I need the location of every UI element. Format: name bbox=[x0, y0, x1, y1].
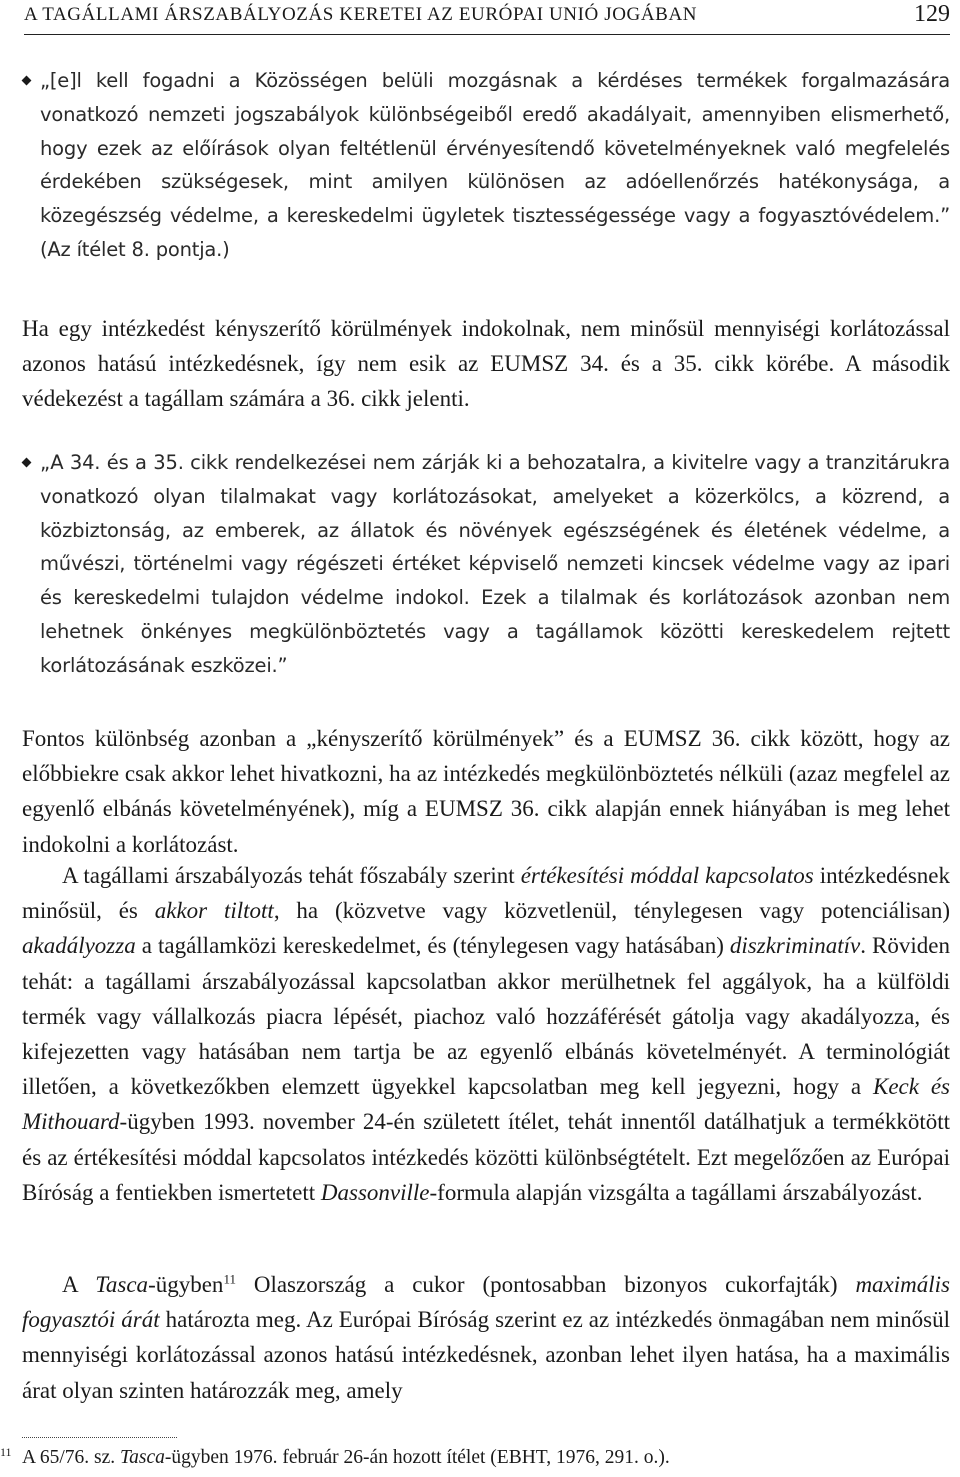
italic-run: diszkriminatív bbox=[729, 933, 861, 959]
footnote: 11 A 65/76. sz. Tasca-ügyben 1976. február 26-án hozott ítélet (EBHT, 1976, 291. o.). bbox=[0, 1444, 670, 1468]
running-header bbox=[24, 0, 950, 35]
text-run: A tagállami árszabályozás tehát főszabály szerint bbox=[62, 863, 521, 888]
paragraph-tagallami bbox=[22, 858, 950, 1210]
text-run: -ügyben 1993. november 24-én született ítélet, tehát innentől datálhatjuk a termékkötött és az értékesítési móddal kapcsolatos intézkedés közötti különbségtételt. Ezt megelőzően az Európai Bíróság a fentiekben ismertetett bbox=[22, 1109, 950, 1205]
footnote-divider bbox=[22, 1437, 177, 1438]
italic-run: Dassonville bbox=[320, 1179, 430, 1205]
text-run: intézkedésnek minősül, és bbox=[22, 863, 950, 924]
italic-run: Keck és Mithouard bbox=[22, 1074, 950, 1135]
text-run: Olaszország a cukor (pontosabban bizonyos cukorfajták) bbox=[235, 1272, 856, 1297]
text-run: A 65/76. sz. bbox=[22, 1447, 121, 1468]
italic-run: maximális fogyasztói árát bbox=[22, 1272, 950, 1333]
italic-run: Tasca bbox=[120, 1447, 165, 1468]
paragraph-fontos: Fontos különbség azonban a „kényszerítő körülmények” és a EUMSZ 36. cikk között, hogy az előbbiekre csak akkor lehet hivatkozni, ha az intézkedés megkülönböztetés nélküli (azaz megfelel az egyenlő elbánás követelményének), míg a EUMSZ 36. cikk alapján ennek hiányában is meg lehet indokolni a korlátozást. bbox=[22, 726, 950, 857]
quote-block-2 bbox=[40, 446, 950, 683]
diamond-bullet-icon bbox=[22, 458, 32, 468]
quote-text-1: „[e]l kell fogadni a Közösségen belüli mozgásnak a kérdéses termékek forgalmazására vonatkozó nemzeti jogszabályok különbségeiből eredő akadályait, amennyiben elismerhető, hogy ezek az előírások olyan feltétlenül érvényesítendő követelményeknek való megfelelés érdekében szükségesek, mint amilyen különösen az adóellenőrzés hatékonysága, a közegészség védelme, a kereskedelmi ügyletek tisztességessége vagy a fogyasztóvédelem.” (Az ítélet 8. pontja.) bbox=[40, 69, 950, 261]
quote-text-2: „A 34. és a 35. cikk rendelkezései nem zárják ki a behozatalra, a kivitelre vagy a tranzitárukra vonatkozó olyan tilalmakat vagy korlátozásokat, amelyeket a közerkölcs, a közrend, a közbiztonság, az emberek, az állatok és növények egészségének és életének védelme, a művészi, történelmi vagy régészeti értéket képviselő nemzeti kincsek védelme vagy az ipari és kereskedelmi tulajdon védelme indokol. Ezek a tilalmak és korlátozások azonban nem lehetnek önkényes megkülönböztetés vagy a tagállamok közötti kereskedelem rejtett korlátozásának eszközei.” bbox=[40, 451, 950, 677]
quote-block-1 bbox=[40, 64, 950, 267]
paragraph-middle: Ha egy intézkedést kényszerítő körülmények indokolnak, nem minősül mennyiségi korlátozással azonos hatású intézkedésnek, így nem esik az EUMSZ 34. és a 35. cikk körébe. A második védekezést a tagállam számára a 36. cikk jelenti. bbox=[22, 316, 950, 412]
italic-run: Tasca bbox=[95, 1272, 149, 1297]
footnote-reference[interactable]: 11 bbox=[223, 1271, 236, 1287]
diamond-bullet-icon bbox=[22, 76, 32, 86]
text-run: . Röviden tehát: a tagállami árszabályozással kapcsolatban akkor merülhetnek fel aggályok, ha a külföldi termék vagy vállalkozás piacra lépését, piachoz való hozzáférését gátolja vagy akadályozza, és kifejezetten vagy hatásában nem tartja be az egyenlő elbánás követelményét. A terminológiát illetően, a következőkben elemzett ügyekkel kapcsolatban meg kell jegyezni, hogy a bbox=[22, 933, 950, 1100]
running-title: A TAGÁLLAMI ÁRSZABÁLYOZÁS KERETEI AZ EURÓPAI UNIÓ JOGÁBAN bbox=[24, 4, 698, 25]
text-run: A bbox=[62, 1272, 96, 1297]
italic-run: értékesítési móddal kapcsolatos bbox=[520, 863, 814, 888]
text-run: -formula alapján vizsgálta a tagállami árszabályozást. bbox=[429, 1179, 923, 1205]
italic-run: akkor tiltott bbox=[154, 898, 274, 924]
italic-run: akadályozza bbox=[22, 933, 136, 959]
paragraph-tasca bbox=[22, 1267, 950, 1408]
text-run: , ha (közvetve vagy közvetlenül, ténylegesen vagy potenciálisan) bbox=[273, 898, 950, 924]
text-run: határozta meg. Az Európai Bíróság szerint ez az intézkedés önmagában nem minősül mennyiségi korlátozással azonos hatású intézkedésnek, azonban lehet ilyen hatása, ha a maximális árat olyan szinten határozzák meg, amely bbox=[22, 1307, 950, 1403]
text-run: -ügyben 1976. február 26-án hozott ítélet (EBHT, 1976, 291. o.). bbox=[164, 1447, 670, 1468]
page-number: 129 bbox=[914, 1, 950, 27]
text-run: -ügyben bbox=[148, 1272, 224, 1297]
text-run: a tagállamközi kereskedelmet, és (ténylegesen vagy hatásában) bbox=[135, 933, 730, 959]
